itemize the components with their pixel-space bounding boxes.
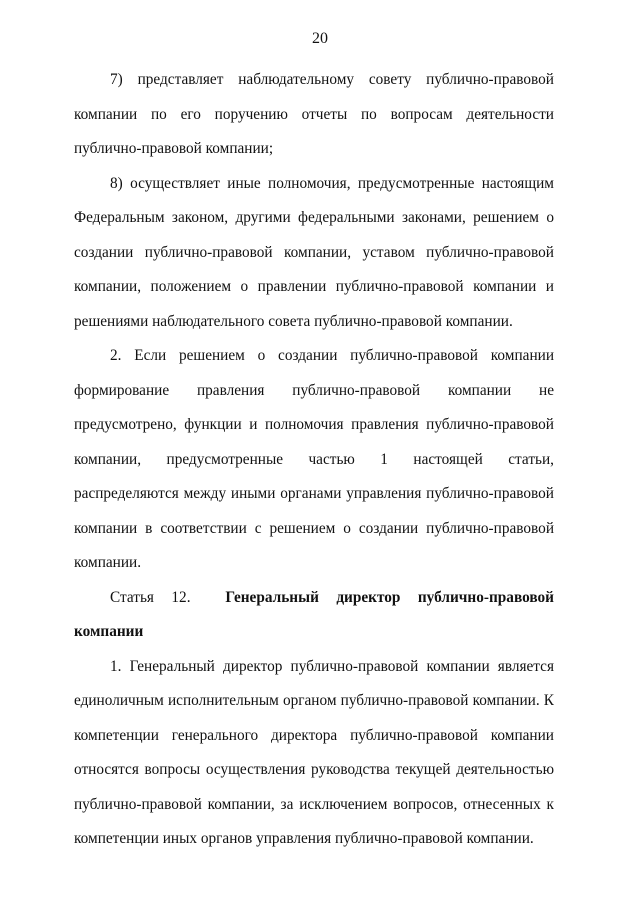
article-title: Генеральный директор публично-правовой компании xyxy=(74,588,554,640)
article-paragraph-1: 1. Генеральный директор публично-правовой компании является единоличным исполнительным органом публично-правовой компании. К компетенции генерального директора публично-правовой компании относятся вопросы осуществления руководства текущей деятельностью публично-правовой компании, за исключением вопросов, отнесенных к компетенции иных органов управления публично-правовой компании. xyxy=(74,657,554,847)
paragraph-item-7: 7) представляет наблюдательному совету публично-правовой компании по его поручению отчеты по вопросам деятельности публично-правовой компании; xyxy=(74,71,554,157)
paragraph-part-2: 2. Если решением о создании публично-правовой компании формирование правления публично-правовой компании не предусмотрено, функции и полномочия правления публично-правовой компании, предусмотренные частью 1 настоящей статьи, распределяются между иными органами управления публично-правовой компании в соответствии с решением о создании публично-правовой компании. xyxy=(74,347,554,571)
page-number: 20 xyxy=(312,30,328,47)
article-heading xyxy=(74,581,554,650)
paragraph-item-8: 8) осуществляет иные полномочия, предусмотренные настоящим Федеральным законом, другими федеральными законами, решением о создании публично-правовой компании, уставом публично-правовой компании, положением о правлении публично-правовой компании и решениями наблюдательного совета публично-правовой компании. xyxy=(74,174,554,330)
document-body xyxy=(74,63,554,857)
article-label: Статья 12. xyxy=(110,588,191,606)
